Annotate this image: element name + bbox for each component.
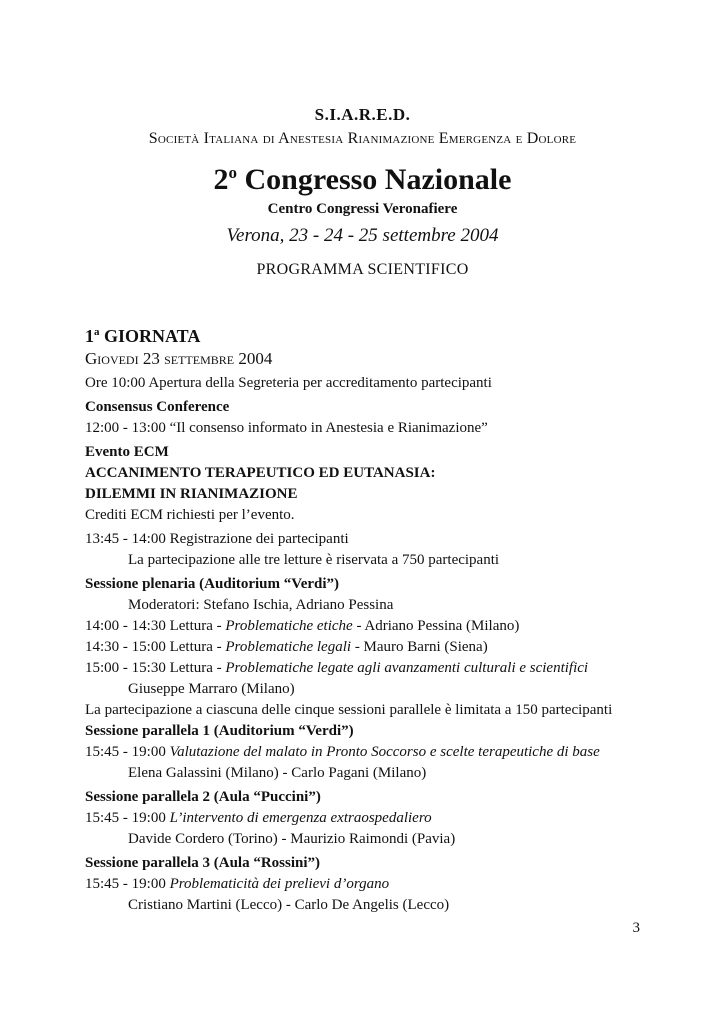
session-topic: L’intervento di emergenza extraospedaliero xyxy=(169,810,432,826)
schedule-item xyxy=(85,808,655,829)
schedule-item xyxy=(85,742,655,763)
schedule-item xyxy=(85,874,655,895)
ecm-credits-note: Crediti ECM richiesti per l’evento. xyxy=(85,507,295,523)
speaker: - Mauro Barni (Siena) xyxy=(351,639,488,655)
day-title: GIORNATA xyxy=(104,326,201,346)
speakers: Cristiano Martini (Lecco) - Carlo De Angelis (Lecco) xyxy=(128,897,450,913)
speaker: - Adriano Pessina (Milano) xyxy=(352,618,520,634)
time-label: 15:45 - 19:00 xyxy=(85,876,170,892)
speakers: Elena Galassini (Milano) - Carlo Pagani (Milano) xyxy=(128,765,427,781)
session-topic: Valutazione del malato in Pronto Soccorso e scelte terapeutiche di base xyxy=(169,744,600,760)
section-heading: Consensus Conference xyxy=(85,399,230,415)
time-label: 15:00 - 15:30 Lettura - xyxy=(85,660,226,676)
session-heading: Sessione parallela 1 (Auditorium “Verdi”) xyxy=(85,723,354,739)
day-ordinal: a xyxy=(94,326,100,338)
event-title-line: DILEMMI IN RIANIMAZIONE xyxy=(85,486,298,502)
participation-note: La partecipazione alle tre letture è riservata a 750 partecipanti xyxy=(128,552,500,568)
lecture-title: Problematiche legali xyxy=(225,639,352,655)
event-title-line: ACCANIMENTO TERAPEUTICO ED EUTANASIA: xyxy=(85,465,436,481)
congress-title xyxy=(0,156,725,197)
time-label: 15:45 - 19:00 xyxy=(85,744,170,760)
time-label: 14:00 - 14:30 Lettura - xyxy=(85,618,226,634)
venue: Centro Congressi Veronafiere xyxy=(267,201,458,217)
programme-title: PROGRAMMA SCIENTIFICO xyxy=(256,261,469,278)
secretariat-opening: Ore 10:00 Apertura della Segreteria per accreditamento partecipanti xyxy=(85,375,492,391)
speaker: Giuseppe Marraro (Milano) xyxy=(128,681,295,697)
lecture-title: Problematiche etiche xyxy=(225,618,353,634)
congress-title-text: Congresso Nazionale xyxy=(244,163,512,196)
participation-note: La partecipazione a ciascuna delle cinque sessioni parallele è limitata a 150 partecipanti xyxy=(85,702,613,718)
page-number: 3 xyxy=(632,920,640,936)
schedule-item xyxy=(85,658,655,679)
day-number: 1 xyxy=(85,326,94,346)
time-label: 14:30 - 15:00 Lettura - xyxy=(85,639,226,655)
day-date: Giovedi 23 settembre 2004 xyxy=(85,349,273,368)
session-heading: Sessione parallela 3 (Aula “Rossini”) xyxy=(85,855,321,871)
schedule-item xyxy=(85,637,655,658)
programme-body xyxy=(85,320,655,916)
speakers: Davide Cordero (Torino) - Maurizio Raimondi (Pavia) xyxy=(128,831,456,847)
document-header xyxy=(0,104,725,280)
session-heading: Sessione plenaria (Auditorium “Verdi”) xyxy=(85,576,340,592)
lecture-title: Problematiche legate agli avanzamenti culturali e scientifici xyxy=(225,660,589,676)
schedule-item: 13:45 - 14:00 Registrazione dei partecipanti xyxy=(85,531,349,547)
society-name: Società Italiana di Anestesia Rianimazione Emergenza e Dolore xyxy=(148,130,577,147)
schedule-item: 12:00 - 13:00 “Il consenso informato in Anestesia e Rianimazione” xyxy=(85,420,488,436)
time-label: 15:45 - 19:00 xyxy=(85,810,170,826)
congress-number: 2 xyxy=(213,163,229,196)
session-topic: Problematicità dei prelievi d’organo xyxy=(169,876,390,892)
section-heading: Evento ECM xyxy=(85,444,169,460)
event-dates: Verona, 23 - 24 - 25 settembre 2004 xyxy=(226,225,499,246)
moderators: Moderatori: Stefano Ischia, Adriano Pessina xyxy=(128,597,394,613)
schedule-item xyxy=(85,616,655,637)
day-heading xyxy=(85,320,655,348)
congress-ordinal: o xyxy=(228,163,238,182)
session-heading: Sessione parallela 2 (Aula “Puccini”) xyxy=(85,789,321,805)
society-acronym: S.I.A.R.E.D. xyxy=(314,105,411,124)
